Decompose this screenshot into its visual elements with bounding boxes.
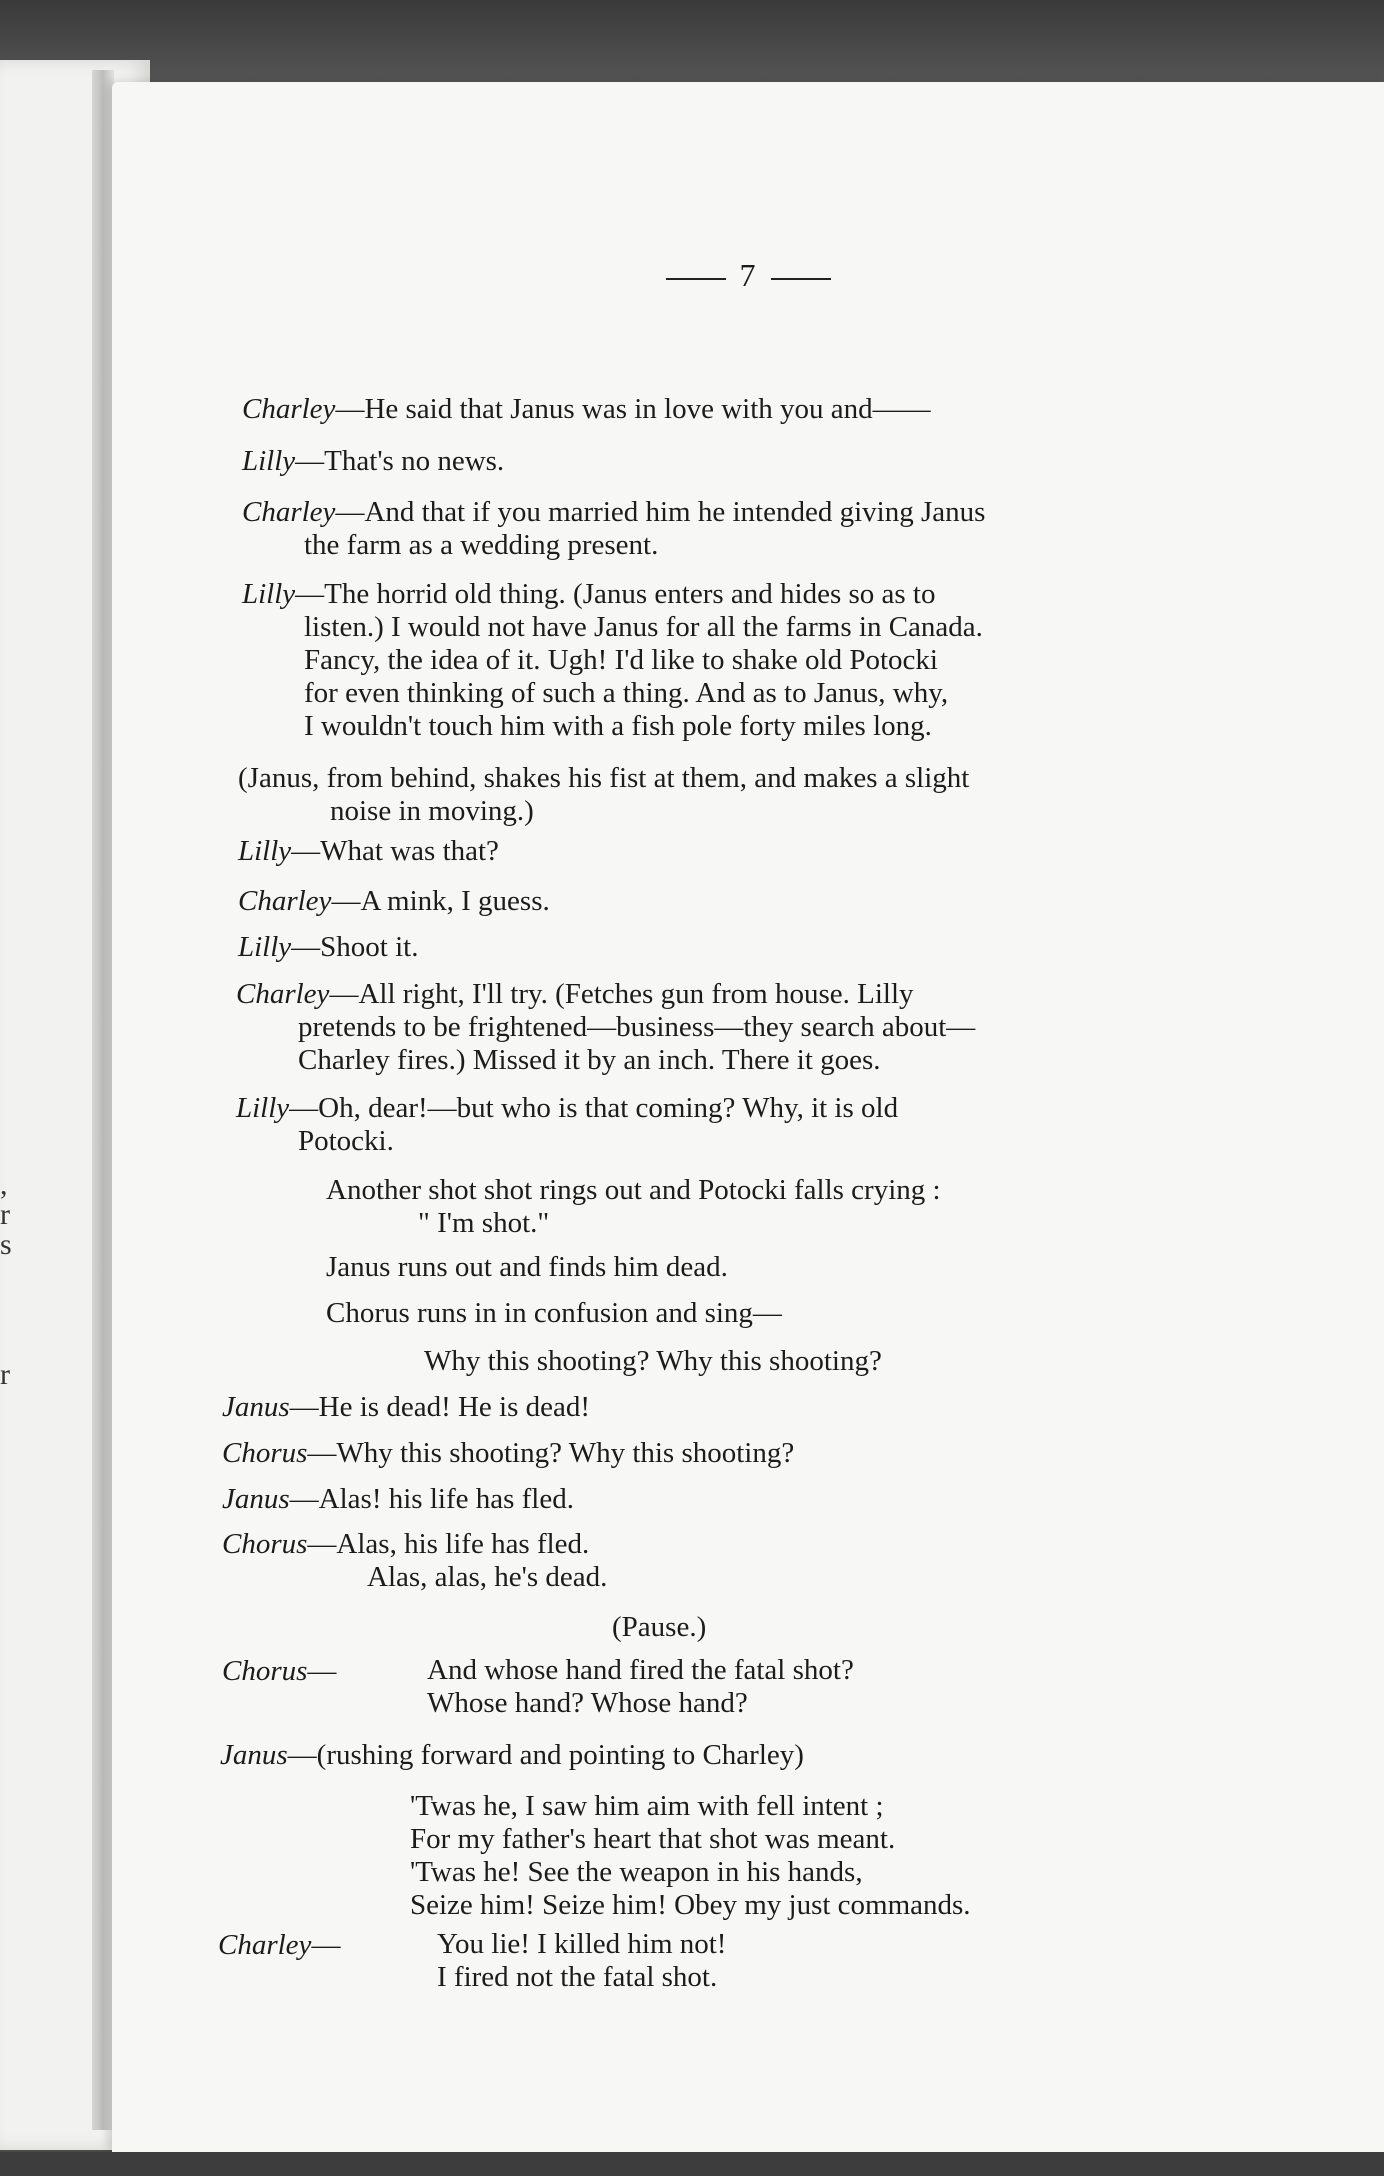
page-number-text: 7 xyxy=(739,257,757,293)
dialogue-dash: — xyxy=(307,1655,337,1687)
stage-direction: (Pause.) xyxy=(612,1611,707,1643)
dialogue-text: —(rushing forward and pointing to Charley) xyxy=(287,1739,804,1771)
speaker-name: Janus xyxy=(222,1391,290,1423)
speaker-name: Chorus xyxy=(222,1528,308,1560)
stage-direction-text: Another shot shot rings out and Potocki falls crying : xyxy=(326,1174,941,1206)
dialogue-text: —What was that? xyxy=(291,835,499,867)
dialogue-continuation: Alas, alas, he's dead. xyxy=(367,1561,608,1593)
page-content xyxy=(112,82,1384,2152)
dialogue-dash: — xyxy=(311,1929,341,1961)
speaker-name: Lilly xyxy=(238,931,292,963)
dialogue-line xyxy=(222,1482,574,1516)
dialogue-text: —He said that Janus was in love with you and—— xyxy=(335,393,931,425)
speaker-name: Lilly xyxy=(236,1092,290,1124)
dialogue-line xyxy=(238,834,499,868)
verse-line: Seize him! Seize him! Obey my just commands. xyxy=(410,1889,971,1921)
speaker-name: Charley xyxy=(242,393,336,425)
verse-line: And whose hand fired the fatal shot? xyxy=(427,1654,854,1686)
verse-line: For my father's heart that shot was meant. xyxy=(410,1823,896,1855)
verse-line: 'Twas he! See the weapon in his hands, xyxy=(410,1856,863,1888)
verse-line: I fired not the fatal shot. xyxy=(437,1961,718,1993)
left-page-fragment: , xyxy=(0,1168,8,1201)
speaker-name: Chorus xyxy=(222,1437,308,1469)
stage-direction xyxy=(326,1174,1226,1240)
page-number xyxy=(112,257,1384,294)
speaker-name: Janus xyxy=(220,1739,288,1771)
scan-bottom-edge xyxy=(0,2152,1384,2176)
speaker-name: Charley xyxy=(218,1929,312,1961)
dialogue-line xyxy=(242,392,931,426)
dialogue-line xyxy=(236,1092,1316,1158)
song-line: Why this shooting? Why this shooting? xyxy=(424,1345,882,1377)
dialogue-text: —That's no news. xyxy=(295,445,505,477)
stage-direction-text: (Janus, from behind, shakes his fist at them, and makes a slight xyxy=(238,762,970,794)
dialogue-text: —A mink, I guess. xyxy=(331,885,550,917)
dialogue-text: —The horrid old thing. (Janus enters and hides so as to xyxy=(295,578,936,610)
book-gutter xyxy=(92,70,114,2130)
dialogue-continuation: Charley fires.) Missed it by an inch. There it goes. xyxy=(298,1044,881,1076)
dialogue-line xyxy=(222,1654,336,1688)
verse-block xyxy=(427,1654,1227,1720)
dialogue-text: —And that if you married him he intended giving Janus xyxy=(335,496,986,528)
dialogue-continuation: I wouldn't touch him with a fish pole forty miles long. xyxy=(304,710,932,742)
speaker-name: Lilly xyxy=(242,445,296,477)
page-number-dash-right xyxy=(771,278,831,280)
dialogue-line xyxy=(218,1928,340,1962)
dialogue-text: —Shoot it. xyxy=(291,931,419,963)
speaker-name: Charley xyxy=(236,978,330,1010)
dialogue-line xyxy=(222,1528,1122,1594)
left-page-fragment: s xyxy=(0,1228,12,1261)
stage-direction: Chorus runs in in confusion and sing— xyxy=(326,1297,782,1329)
dialogue-text: —Oh, dear!—but who is that coming? Why, it is old xyxy=(289,1092,899,1124)
dialogue-line xyxy=(236,978,1316,1077)
dialogue-line xyxy=(242,496,1302,562)
speaker-name: Lilly xyxy=(238,835,292,867)
stage-direction-continuation: " I'm shot." xyxy=(418,1207,550,1239)
verse-line: You lie! I killed him not! xyxy=(437,1928,727,1960)
dialogue-line xyxy=(242,578,1312,743)
verse-line: Whose hand? Whose hand? xyxy=(427,1687,748,1719)
dialogue-line xyxy=(222,1390,590,1424)
dialogue-text: —Alas! his life has fled. xyxy=(289,1483,574,1515)
dialogue-continuation: for even thinking of such a thing. And as to Janus, why, xyxy=(304,677,949,709)
speaker-name: Chorus xyxy=(222,1655,308,1687)
stage-direction: Janus runs out and finds him dead. xyxy=(326,1251,728,1283)
speaker-name: Charley xyxy=(242,496,336,528)
dialogue-text: —He is dead! He is dead! xyxy=(289,1391,591,1423)
dialogue-line xyxy=(220,1738,804,1772)
dialogue-continuation: Fancy, the idea of it. Ugh! I'd like to shake old Potocki xyxy=(304,644,938,676)
speaker-name: Charley xyxy=(238,885,332,917)
speaker-name: Lilly xyxy=(242,578,296,610)
stage-direction-continuation: noise in moving.) xyxy=(330,795,534,827)
page-number-dash-left xyxy=(666,278,726,280)
dialogue-continuation: the farm as a wedding present. xyxy=(304,529,659,561)
dialogue-line xyxy=(242,444,504,478)
stage-direction xyxy=(238,762,1318,828)
dialogue-text: —Alas, his life has fled. xyxy=(307,1528,590,1560)
dialogue-continuation: pretends to be frightened—business—they search about— xyxy=(298,1011,976,1043)
dialogue-line xyxy=(238,884,550,918)
left-page-fragment: r xyxy=(0,1358,10,1391)
dialogue-line xyxy=(238,930,418,964)
dialogue-text: —Why this shooting? Why this shooting? xyxy=(307,1437,795,1469)
dialogue-continuation: listen.) I would not have Janus for all the farms in Canada. xyxy=(304,611,983,643)
verse-block xyxy=(410,1790,1270,1922)
verse-block xyxy=(437,1928,1137,1994)
left-page-fragment: r xyxy=(0,1198,10,1231)
verse-line: 'Twas he, I saw him aim with fell intent ; xyxy=(410,1790,884,1822)
speaker-name: Janus xyxy=(222,1483,290,1515)
book-page xyxy=(112,82,1384,2152)
dialogue-continuation: Potocki. xyxy=(298,1125,394,1157)
dialogue-line xyxy=(222,1436,794,1470)
dialogue-text: —All right, I'll try. (Fetches gun from house. Lilly xyxy=(329,978,914,1010)
